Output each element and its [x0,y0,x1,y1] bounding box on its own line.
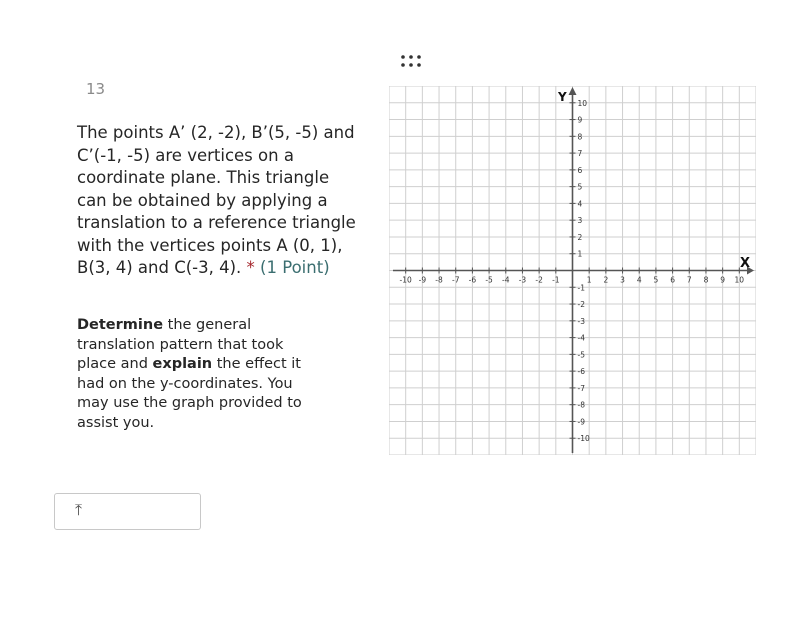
x-tick-label: -1 [552,275,560,285]
y-tick-label: 5 [577,182,583,192]
x-tick-label: 2 [603,275,609,285]
x-tick-label: -9 [418,275,427,285]
x-tick-label: -5 [485,275,493,285]
instructions [77,316,322,434]
x-tick-label: 9 [720,275,726,285]
instructions-text-1: the general translation pattern that took place and [77,317,284,373]
x-tick-label: 6 [670,275,675,285]
question-body: The points A’ (2, -2), B’(5, -5) and C’(-1, -5) are vertices on a coordinate plane. This triangle can be obtained by applying a translation to a reference triangle with the vertices points A (0, 1), B(3, 4) and C(-3, 4). [77,123,356,277]
y-tick-label: -5 [577,350,585,360]
instructions-text-2: the effect it had on the y-coordinates. You may use the graph provided to assist you. [77,356,302,431]
points-label: (1 Point) [260,258,330,277]
y-tick-label: 6 [577,165,583,175]
y-tick-label: 4 [577,199,583,209]
coordinate-grid [389,86,756,455]
x-tick-label: 3 [620,275,625,285]
x-tick-label: 8 [703,275,709,285]
question-text [77,122,362,280]
x-tick-label: 1 [586,275,592,285]
y-tick-label: -10 [577,434,590,444]
y-tick-label: -6 [577,367,585,377]
y-tick-label: 8 [577,132,583,142]
x-axis-label: X [740,256,751,271]
question-number: 13 [86,80,106,98]
drag-handle-icon[interactable] [400,54,422,68]
x-tick-label: -10 [399,275,412,285]
x-tick-label: -8 [435,275,443,285]
y-axis-label: Y [558,90,567,104]
x-tick-label: -6 [468,275,477,285]
axes [393,87,754,453]
x-tick-label: 4 [636,275,642,285]
y-tick-label: 1 [577,249,583,259]
x-tick-label: -2 [535,275,543,285]
y-tick-label: 9 [577,115,583,125]
y-tick-label: -3 [577,316,585,326]
x-tick-label: -3 [518,275,527,285]
y-tick-label: 10 [577,98,588,108]
y-tick-label: -2 [577,300,585,310]
y-tick-label: 2 [577,232,583,242]
answer-upload-box[interactable] [54,493,201,530]
y-tick-label: -1 [577,283,585,293]
x-tick-label: -4 [502,275,510,285]
y-tick-label: -9 [577,417,585,427]
y-tick-label: -4 [577,333,585,343]
y-tick-label: -8 [577,400,585,410]
y-tick-label: 7 [577,149,583,159]
instructions-bold-determine: Determine [77,317,164,333]
x-tick-label: 7 [686,275,692,285]
y-axis-arrow [569,87,577,95]
upload-icon[interactable]: ⤒ [75,500,83,519]
x-tick-label: 10 [734,275,745,285]
required-mark: * [246,258,255,277]
x-tick-label: -7 [451,275,460,285]
x-tick-label: 5 [653,275,659,285]
instructions-bold-explain: explain [152,356,213,373]
y-tick-label: 3 [577,216,583,226]
y-tick-label: -7 [577,383,585,393]
